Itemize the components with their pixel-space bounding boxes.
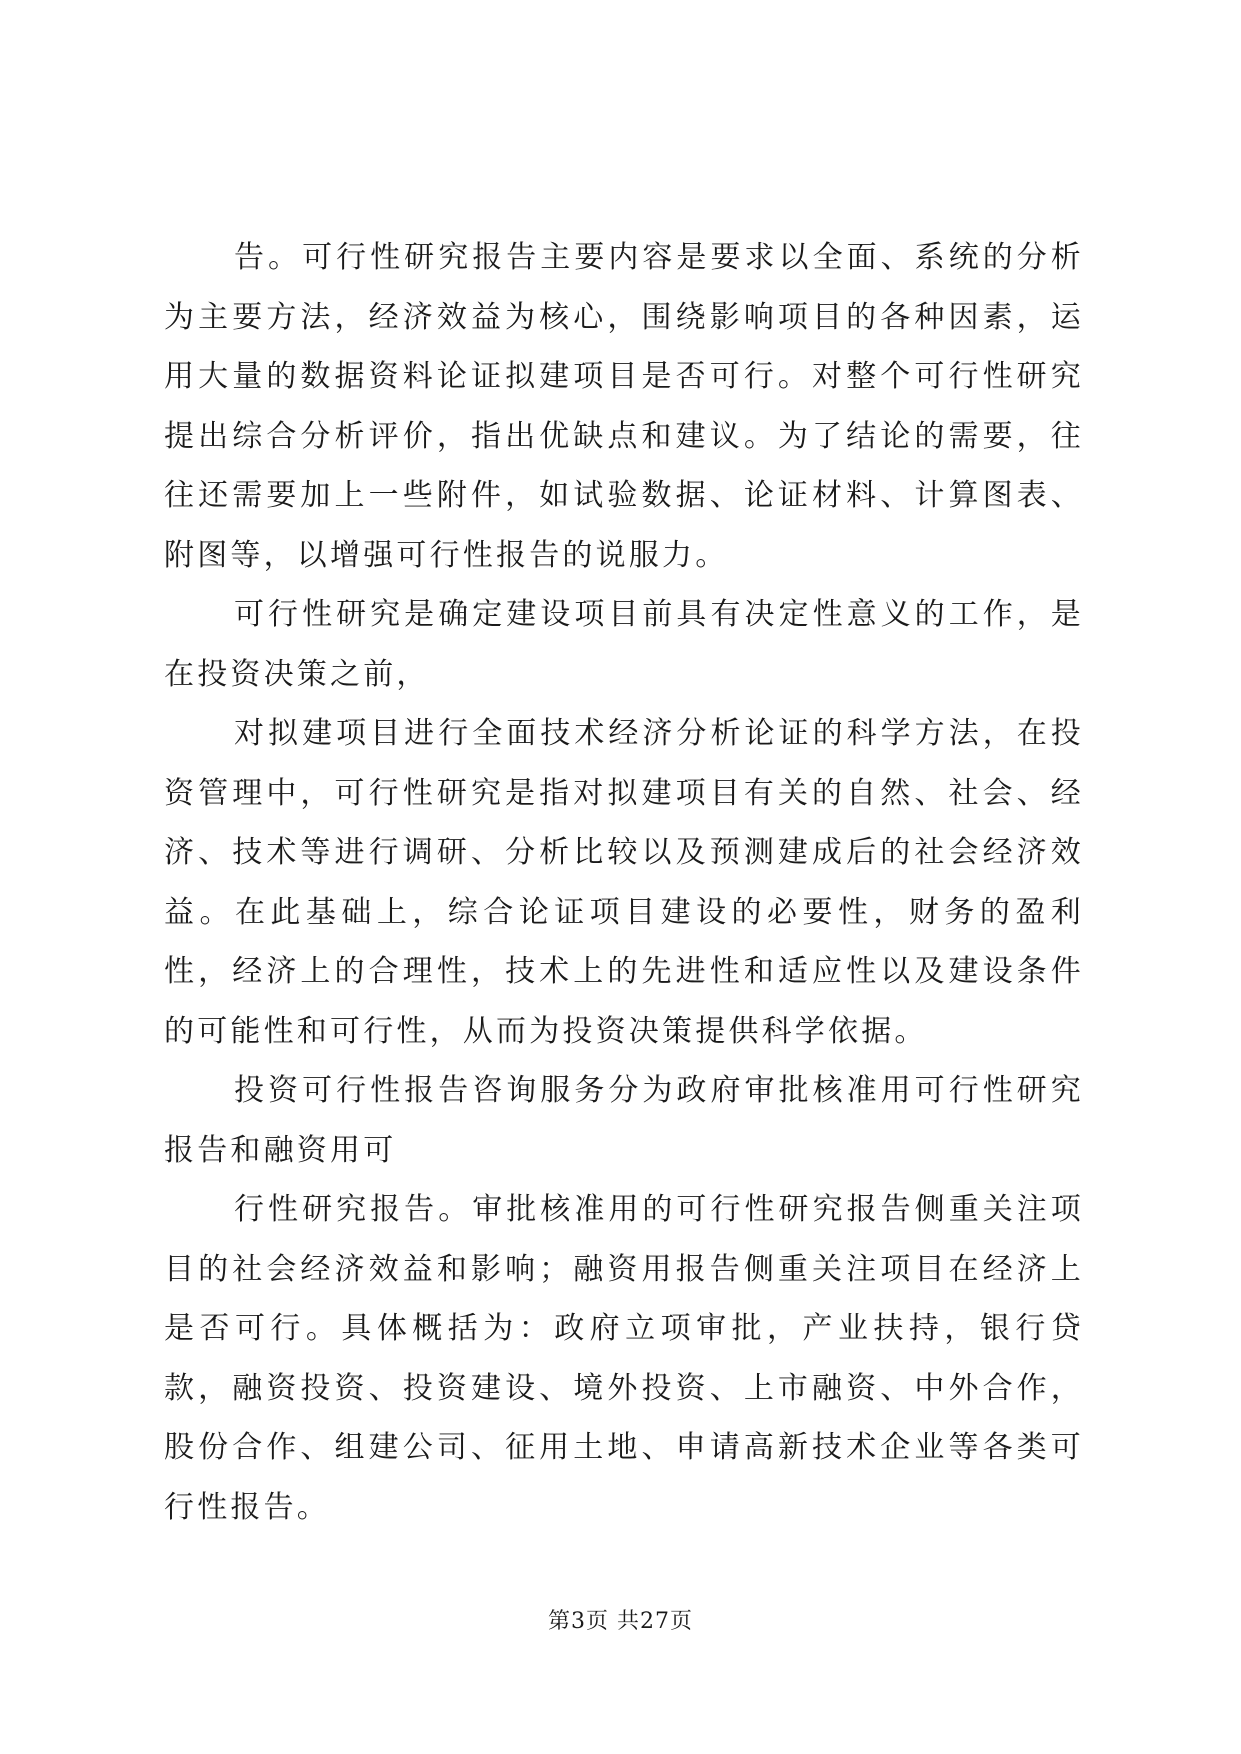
paragraph-3: 对拟建项目进行全面技术经济分析论证的科学方法，在投资管理中，可行性研究是指对拟建项目有关的自然、社会、经济、技术等进行调研、分析比较以及预测建成后的社会经济效益。在此基础上，综合论证项目建设的必要性，财务的盈利性，经济上的合理性，技术上的先进性和适应性以及建设条件的可能性和可行性，从而为投资决策提供科学依据。 bbox=[164, 716, 1084, 1049]
paragraph-2: 可行性研究是确定建设项目前具有决定性意义的工作，是在投资决策之前， bbox=[164, 597, 1084, 692]
paragraph-5: 行性研究报告。审批核准用的可行性研究报告侧重关注项目的社会经济效益和影响；融资用报告侧重关注项目在经济上是否可行。具体概括为：政府立项审批，产业扶持，银行贷款，融资投资、投资建设、境外投资、上市融资、中外合作，股份合作、组建公司、征用土地、申请高新技术企业等各类可行性报告。 bbox=[164, 1192, 1084, 1525]
page-number-footer: 第3页 共27页 bbox=[548, 1609, 693, 1634]
paragraph-4: 投资可行性报告咨询服务分为政府审批核准用可行性研究报告和融资用可 bbox=[164, 1073, 1084, 1168]
paragraph-1: 告。可行性研究报告主要内容是要求以全面、系统的分析为主要方法，经济效益为核心，围绕影响项目的各种因素，运用大量的数据资料论证拟建项目是否可行。对整个可行性研究提出综合分析评价，指出优缺点和建议。为了结论的需要，往往还需要加上一些附件，如试验数据、论证材料、计算图表、附图等，以增强可行性报告的说服力。 bbox=[164, 240, 1084, 573]
body-text bbox=[164, 228, 1084, 1537]
